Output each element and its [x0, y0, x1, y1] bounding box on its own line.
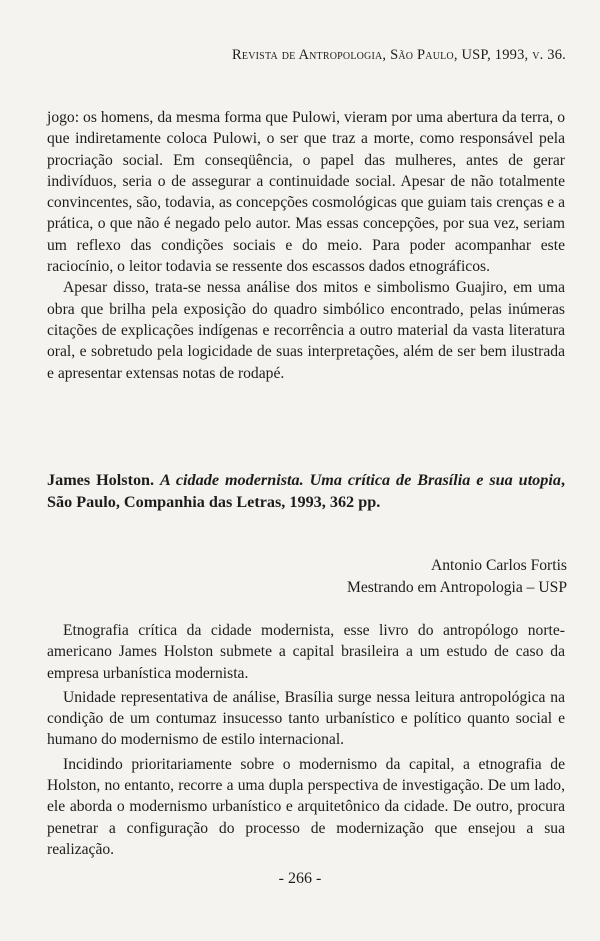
book-author: James Holston. — [47, 471, 155, 489]
paragraph: Apesar disso, trata-se nessa análise dos mitos e simbolismo Guajiro, em uma obra que brilha pela exposição do quadro simbólico encontrado, pelas inúmeras citações de explicações indígenas e recorrência a outro material da vasta literatura oral, e sobretudo pela logicidade de suas interpretações, além de ser bem ilustrada e apresentar extensas notas de rodapé. — [47, 279, 565, 382]
paragraph: Incidindo prioritariamente sobre o modernismo da capital, a etnografia de Holston, no entanto, recorre a uma dupla perspectiva de investigação. De um lado, ele aborda o modernismo urbanístico e arquitetônico da cidade. De outro, procura penetrar a configuração do processo de modernização que ensejou a sua realização. — [47, 755, 565, 858]
reviewer-name: Antonio Carlos Fortis — [430, 557, 567, 574]
running-head: Revista de Antropologia, São Paulo, USP, 1993, v. 36. — [232, 47, 566, 63]
book-title: A cidade modernista. Uma crítica de Brasília e sua utopia — [160, 471, 561, 489]
reviewer-affiliation: Mestrando em Antropologia – USP — [346, 578, 567, 596]
paragraph: Unidade representativa de análise, Brasília surge nessa leitura antropológica na condição de um contumaz insucesso tanto urbanístico e político quanto social e humano do modernismo de estilo internacional. — [47, 688, 565, 749]
book-publication: , São Paulo, Companhia das Letras, 1993, 362 pp. — [47, 471, 566, 511]
page-number: - 266 - — [278, 870, 322, 887]
continued-review-text — [47, 107, 565, 384]
reviewer-signature — [347, 555, 567, 598]
review-body — [47, 620, 565, 860]
paragraph: Etnografia crítica da cidade modernista, esse livro do antropólogo norte-americano James Holston submete a capital brasileira a um estudo de caso da empresa urbanística modernista. — [47, 622, 565, 682]
review-reference — [47, 469, 565, 513]
paragraph: jogo: os homens, da mesma forma que Pulowi, vieram por uma abertura da terra, o que indiretamente coloca Pulowi, o ser que traz a morte, como responsável pela procriação social. Em conseqüência, o papel das mulheres, antes de gerar indivíduos, seria o de assegurar a continuidade social. Apesar de não totalmente convincentes, são, todavia, as concepções cosmológicas que guiam tais crenças e a prática, o que não é negado pelo autor. Mas essas concepções, por sua vez, seriam um reflexo das condições sociais e do meio. Para poder acompanhar este raciocínio, o leitor todavia se ressente dos escassos dados etnográficos. — [47, 109, 565, 276]
